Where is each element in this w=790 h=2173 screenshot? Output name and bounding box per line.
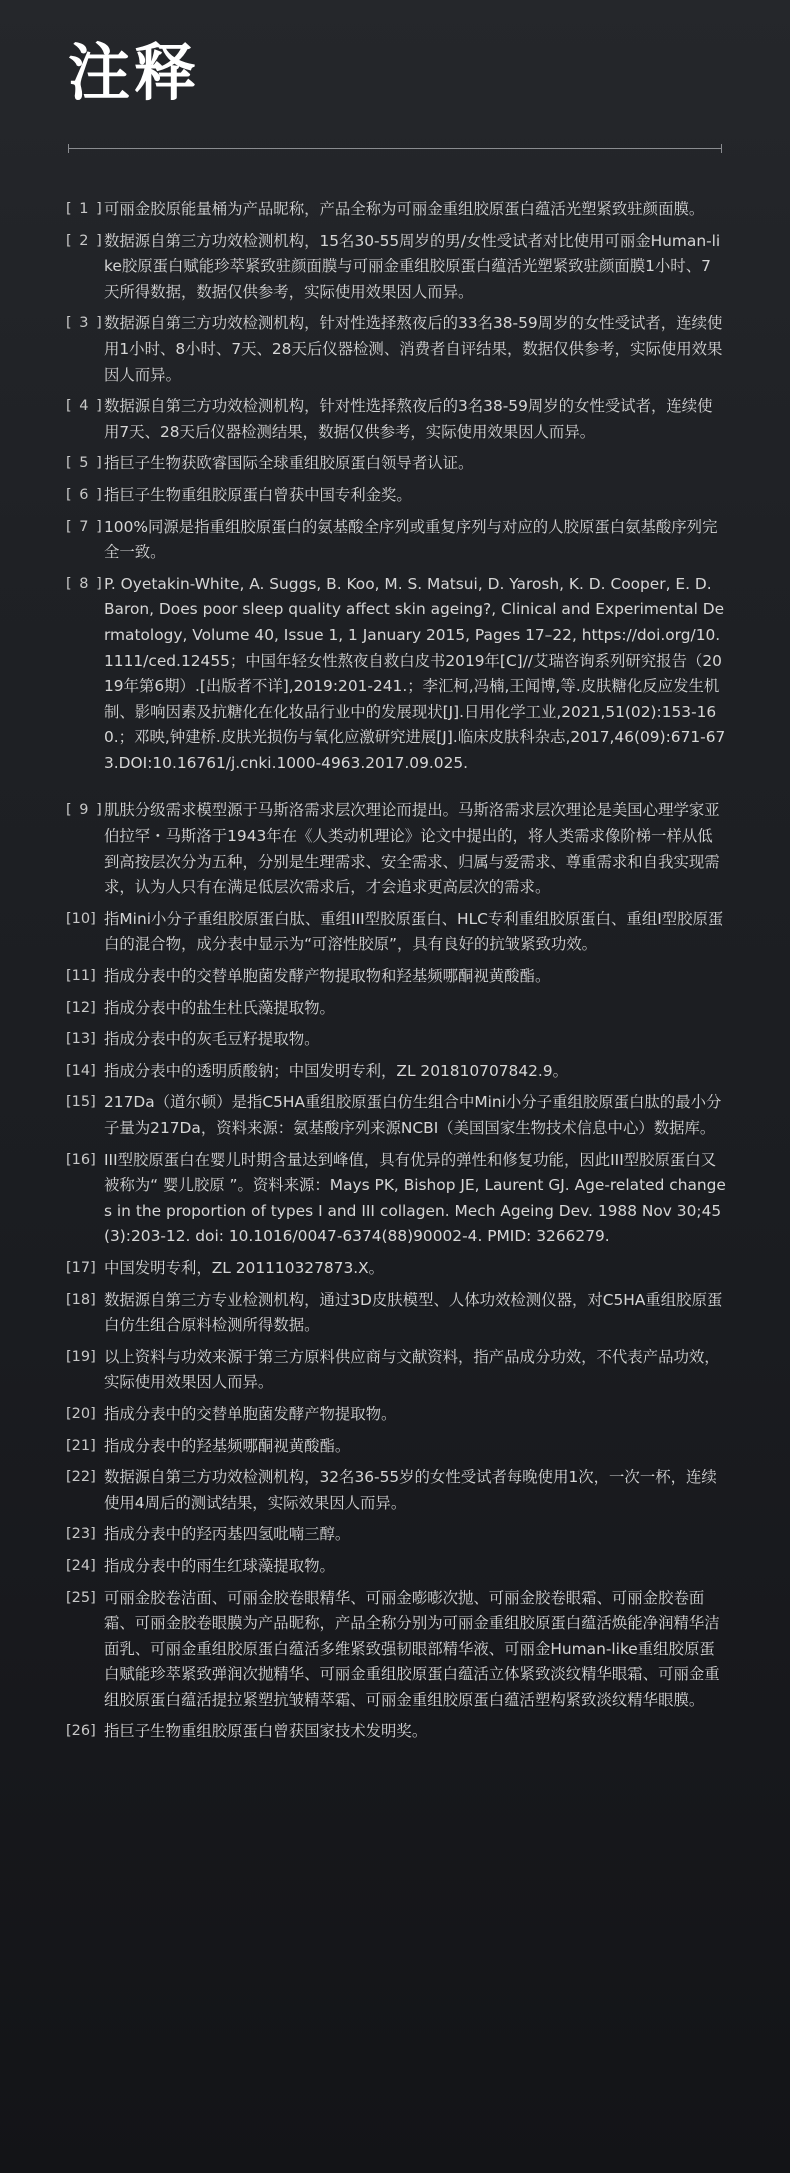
note-number: [23] <box>66 1526 96 1543</box>
note-text: 中国发明专利，ZL 201110327873.X。 <box>104 1258 385 1277</box>
note-text: 指成分表中的交替单胞菌发酵产物提取物。 <box>104 1404 397 1423</box>
note-item <box>66 197 726 223</box>
note-number: [25] <box>66 1589 96 1606</box>
note-text: 肌肤分级需求模型源于马斯洛需求层次理论而提出。马斯洛需求层次理论是美国心理学家亚伯拉罕・马斯洛于1943年在《人类动机理论》论文中提出的，将人类需求像阶梯一样从低到高按层次分为五种，分别是生理需求、安全需求、归属与爱需求、尊重需求和自我实现需求，认为人只有在满足低层次需求后，才会追求更高层次的需求。 <box>104 801 720 897</box>
note-text: 数据源自第三方功效检测机构，针对性选择熬夜后的3名38-59周岁的女性受试者，连续使用7天、28天后仪器检测结果，数据仅供参考，实际使用效果因人而异。 <box>104 397 713 441</box>
note-text: 指成分表中的透明质酸钠；中国发明专利，ZL 201810707842.9。 <box>104 1061 569 1080</box>
note-number: [ 1 ] <box>66 201 104 217</box>
note-number: [ 2 ] <box>66 232 104 249</box>
note-number: [18] <box>66 1291 96 1308</box>
note-text: 数据源自第三方功效检测机构，针对性选择熬夜后的33名38-59周岁的女性受试者，连续使用1小时、8小时、7天、28天后仪器检测、消费者自评结果，数据仅供参考，实际使用效果因人而异。 <box>104 314 723 384</box>
note-number: [ 7 ] <box>66 518 104 535</box>
note-item <box>66 964 726 990</box>
note-text: 100%同源是指重组胶原蛋白的氨基酸全序列或重复序列与对应的人胶原蛋白氨基酸序列完全一致。 <box>104 517 718 562</box>
note-text: 指巨子生物重组胶原蛋白曾获中国专利金奖。 <box>104 485 412 504</box>
note-text: 以上资料与功效来源于第三方原料供应商与文献资料，指产品成分功效，不代表产品功效，实际使用效果因人而异。 <box>104 1347 720 1392</box>
note-item <box>66 1059 726 1085</box>
note-text: P. Oyetakin-White, A. Suggs, B. Koo, M. S. Matsui, D. Yarosh, K. D. Cooper, E. D. Baron, Does poor sleep quality affect skin ageing?, Clinical and Experimental Dermatology, Volume 40, Issue 1, 1 January 2015, Pages 17–22, https://doi.org/10.1111/ced.12455；中国年轻女性熬夜自救白皮书2019年[C]//艾瑞咨询系列研究报告（2019年第6期）.[出版者不详],2019:201-241.；李汇柯,冯楠,王闻博,等.皮肤糖化反应发生机制、影响因素及抗糖化在化妆品行业中的发展现状[J].日用化学工业,2021,51(02):153-160.；邓映,钟建桥.皮肤光损伤与氧化应激研究进展[J].临床皮肤科杂志,2017,46(09):671-673.DOI:10.16761/j.cnki.1000-4963.2017.09.025. <box>104 574 726 772</box>
note-text: 指成分表中的盐生杜氏藻提取物。 <box>104 998 335 1017</box>
note-number: [24] <box>66 1557 96 1574</box>
note-item <box>66 1256 726 1282</box>
note-item <box>66 1402 726 1428</box>
note-item <box>66 996 726 1022</box>
note-item <box>66 1586 726 1714</box>
note-number: [16] <box>66 1151 96 1168</box>
note-text: 数据源自第三方功效检测机构，15名30-55周岁的男/女性受试者对比使用可丽金Human-like胶原蛋白赋能珍萃紧致驻颜面膜与可丽金重组胶原蛋白蕴活光塑紧致驻颜面膜1小时、7天所得数据，数据仅供参考，实际使用效果因人而异。 <box>104 231 721 301</box>
note-number: [14] <box>66 1062 96 1079</box>
note-number: [15] <box>66 1094 96 1111</box>
note-item <box>66 1027 726 1053</box>
note-item <box>66 1554 726 1580</box>
note-number: [ 4 ] <box>66 398 104 415</box>
note-text: 数据源自第三方功效检测机构，32名36-55岁的女性受试者每晚使用1次，一次一杯，连续使用4周后的测试结果，实际效果因人而异。 <box>104 1468 717 1512</box>
note-item <box>66 1522 726 1548</box>
note-number: [26] <box>66 1723 96 1740</box>
note-item <box>66 572 726 777</box>
note-number: [19] <box>66 1348 96 1365</box>
note-number: [ 9 ] <box>66 802 104 819</box>
note-number: [ 5 ] <box>66 455 104 472</box>
note-item <box>66 1090 726 1141</box>
note-number: [17] <box>66 1259 96 1276</box>
title-divider <box>68 144 722 154</box>
note-text: 可丽金胶卷洁面、可丽金胶卷眼精华、可丽金嘭嘭次抛、可丽金胶卷眼霜、可丽金胶卷面霜、可丽金胶卷眼膜为产品昵称，产品全称分别为可丽金重组胶原蛋白蕴活焕能净润精华洁面乳、可丽金重组胶原蛋白蕴活多维紧致强韧眼部精华液、可丽金Human-like重组胶原蛋白赋能珍萃紧致弹润次抛精华、可丽金重组胶原蛋白蕴活立体紧致淡纹精华眼霜、可丽金重组胶原蛋白蕴活提拉紧塑抗皱精萃霜、可丽金重组胶原蛋白蕴活塑构紧致淡纹精华眼膜。 <box>104 1588 720 1709</box>
notes-list <box>66 197 726 1751</box>
note-item <box>66 483 726 509</box>
note-number: [10] <box>66 910 96 927</box>
page-title: 注释 <box>68 36 201 109</box>
note-text: 指成分表中的灰毛豆籽提取物。 <box>104 1030 320 1049</box>
note-item <box>66 1719 726 1745</box>
note-text: 指成分表中的交替单胞菌发酵产物提取物和羟基频哪酮视黄酸酯。 <box>104 967 551 986</box>
note-number: [ 3 ] <box>66 315 104 332</box>
note-number: [22] <box>66 1469 96 1486</box>
note-item <box>66 311 726 388</box>
note-item <box>66 229 726 306</box>
note-number: [21] <box>66 1437 96 1454</box>
note-item <box>66 451 726 477</box>
note-item <box>66 1465 726 1516</box>
note-item <box>66 1345 726 1396</box>
note-text: 数据源自第三方专业检测机构，通过3D皮肤模型、人体功效检测仪器，对C5HA重组胶原蛋白仿生组合原料检测所得数据。 <box>104 1290 723 1335</box>
note-item <box>66 515 726 566</box>
note-number: [12] <box>66 999 96 1016</box>
note-text: III型胶原蛋白在婴儿时期含量达到峰值，具有优异的弹性和修复功能，因此III型胶原蛋白又被称为“ 婴儿胶原 ”。资料来源：Mays PK, Bishop JE, Laurent GJ. Age-related changes in the proportion of types I and III collagen. Mech Ageing Dev. 1988 Nov 30;45(3):203-12. doi: 10.1016/0047-6374(88)90002-4. PMID: 3266279. <box>104 1150 726 1246</box>
note-number: [11] <box>66 968 96 985</box>
note-number: [ 8 ] <box>66 575 104 592</box>
note-text: 指巨子生物重组胶原蛋白曾获国家技术发明奖。 <box>104 1722 428 1741</box>
note-item <box>66 1434 726 1460</box>
note-item <box>66 1288 726 1339</box>
note-item <box>66 907 726 958</box>
note-item <box>66 798 726 900</box>
note-text: 可丽金胶原能量桶为产品昵称，产品全称为可丽金重组胶原蛋白蕴活光塑紧致驻颜面膜。 <box>104 200 705 218</box>
note-number: [20] <box>66 1405 96 1422</box>
note-text: 指成分表中的羟丙基四氢吡喃三醇。 <box>104 1525 351 1544</box>
note-number: [ 6 ] <box>66 486 104 503</box>
note-text: 指Mini小分子重组胶原蛋白肽、重组III型胶原蛋白、HLC专利重组胶原蛋白、重组I型胶原蛋白的混合物，成分表中显示为“可溶性胶原”，具有良好的抗皱紧致功效。 <box>104 909 724 954</box>
note-item <box>66 394 726 445</box>
note-text: 指成分表中的雨生红球藻提取物。 <box>104 1556 335 1575</box>
note-text: 指巨子生物获欧睿国际全球重组胶原蛋白领导者认证。 <box>104 454 474 473</box>
note-text: 217Da（道尔顿）是指C5HA重组胶原蛋白仿生组合中Mini小分子重组胶原蛋白肽的最小分子量为217Da，资料来源：氨基酸序列来源NCBI（美国国家生物技术信息中心）数据库。 <box>104 1093 722 1137</box>
note-text: 指成分表中的羟基频哪酮视黄酸酯。 <box>104 1436 351 1455</box>
note-item <box>66 1148 726 1250</box>
note-number: [13] <box>66 1031 96 1048</box>
